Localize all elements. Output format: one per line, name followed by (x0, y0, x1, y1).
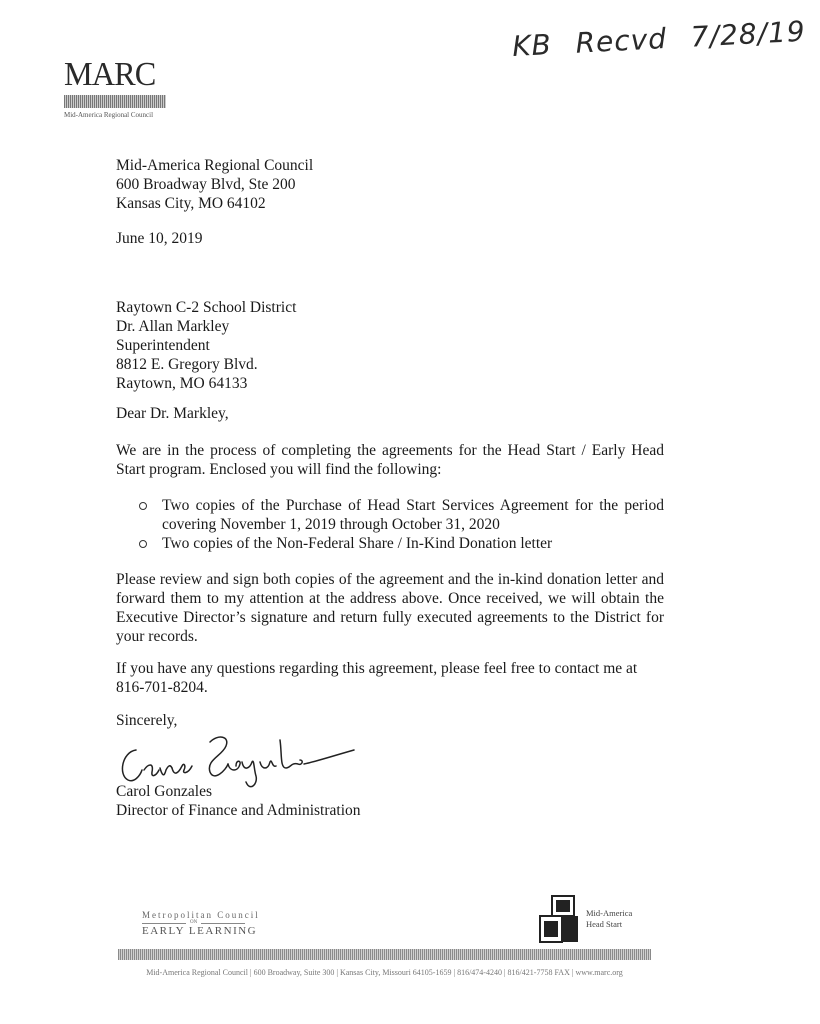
marc-logo (64, 58, 166, 119)
logo-bar (64, 95, 166, 108)
footer-bar (118, 949, 651, 960)
mcel-on: ON (190, 920, 198, 925)
sender-address (116, 156, 313, 213)
recipient-city: Raytown, MO 64133 (116, 375, 248, 392)
enclosure-item (116, 534, 664, 553)
sender-city: Kansas City, MO 64102 (116, 195, 266, 212)
paragraph-intro: We are in the process of completing the agreements for the Head Start / Early Head Start program. Enclosed you will find the following: (116, 442, 664, 478)
logo-subtitle: Mid-America Regional Council (64, 111, 154, 119)
recipient-name: Dr. Allan Markley (116, 318, 230, 335)
recipient-address (116, 298, 296, 393)
enclosure-item-text: Two copies of the Non-Federal Share / In-Kind Donation letter (162, 535, 553, 552)
mcel-logo (142, 910, 260, 937)
recipient-org: Raytown C-2 School District (116, 299, 297, 316)
mcel-top: Metropolitan Council (142, 910, 260, 920)
divider-left (142, 923, 186, 924)
sender-street: 600 Broadway Blvd, Ste 200 (116, 176, 296, 193)
head-start-line1: Mid-America (586, 908, 633, 918)
head-start-line2: Head Start (586, 919, 623, 929)
recipient-title: Superintendent (116, 337, 210, 354)
letter-date: June 10, 2019 (116, 230, 203, 247)
paragraph-contact (116, 659, 637, 697)
enclosure-list (116, 496, 664, 553)
handwritten-received-note (511, 14, 820, 63)
handwritten-date: 7/28/19 (689, 14, 807, 54)
bullet-icon (139, 540, 147, 548)
footer-address: Mid-America Regional Council | 600 Broadway, Suite 300 | Kansas City, Missouri 64105-1659 | 816/474-4240 | 816/421-7758 FAX | www.marc.org (146, 968, 623, 977)
signer-block (116, 782, 361, 820)
salutation: Dear Dr. Markley, (116, 405, 229, 422)
handwritten-text: Recvd (574, 21, 668, 60)
closing: Sincerely, (116, 712, 178, 729)
head-start-text (586, 908, 632, 930)
enclosure-item-text: Two copies of the Purchase of Head Start Services Agreement for the period covering November 1, 2019 through October 31, 2020 (162, 497, 664, 533)
mcel-bottom: EARLY LEARNING (142, 925, 258, 937)
recipient-street: 8812 E. Gregory Blvd. (116, 356, 258, 373)
divider-right (201, 923, 245, 924)
head-start-blocks-icon (538, 894, 582, 946)
sender-org: Mid-America Regional Council (116, 157, 314, 174)
logo-wordmark: MARC (64, 56, 156, 93)
head-start-logo (538, 894, 582, 951)
paragraph-instructions: Please review and sign both copies of the agreement and the in-kind donation letter and forward them to my attention at the address above. Once received, we will obtain the Executive Director’s signature and return fully executed agreements to the District for your records. (116, 571, 664, 645)
signer-title: Director of Finance and Administration (116, 802, 361, 819)
bullet-icon (139, 502, 147, 510)
handwritten-initials: KB (511, 28, 553, 64)
contact-phone: 816-701-8204. (116, 679, 208, 696)
signer-name: Carol Gonzales (116, 783, 212, 800)
enclosure-item (116, 496, 664, 534)
contact-line: If you have any questions regarding this agreement, please feel free to contact me at (116, 660, 638, 677)
